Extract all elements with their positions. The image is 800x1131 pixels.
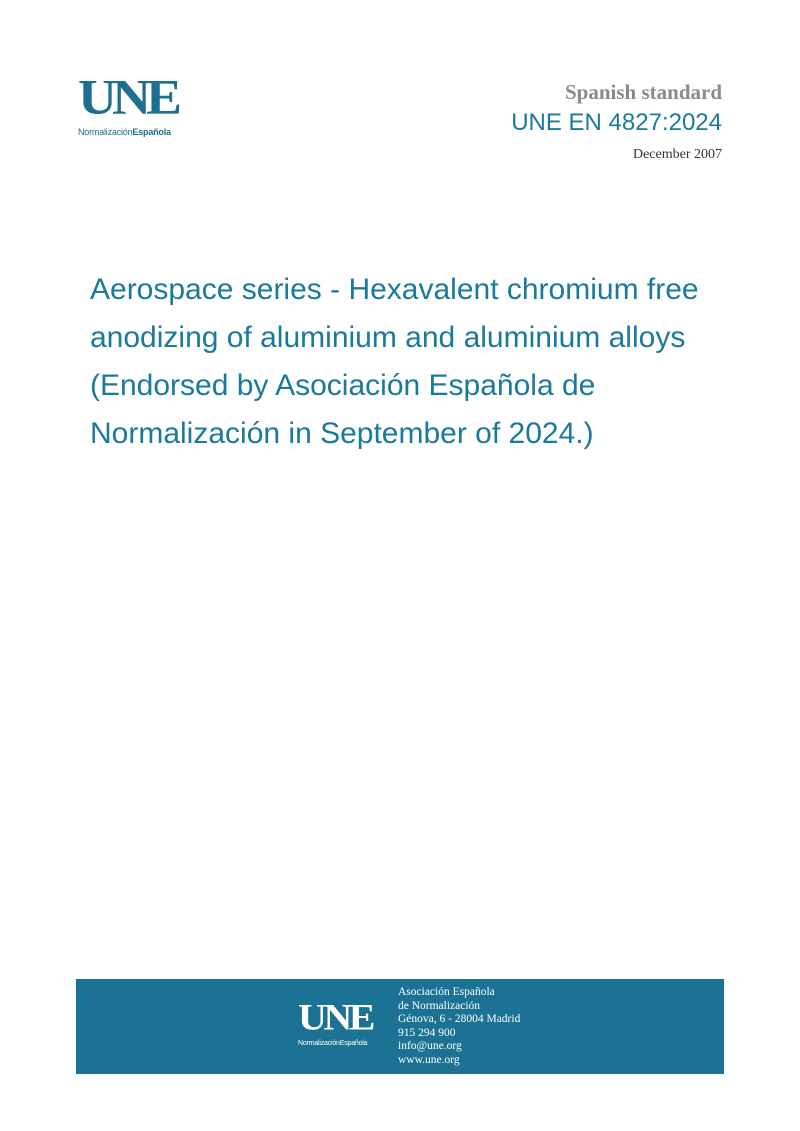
document-type: Spanish standard <box>565 80 722 104</box>
footer-contact-info <box>398 986 520 1068</box>
footer-org-name-line1: Asociación Española <box>398 986 495 998</box>
standard-code: UNE EN 4827:2024 <box>511 109 722 136</box>
footer-banner <box>76 979 724 1074</box>
footer-logo-subtitle-part2: Española <box>339 1040 368 1047</box>
logo-wordmark: UNE <box>78 69 178 125</box>
footer-logo-wordmark: UNE <box>298 996 372 1038</box>
footer-logo-subtitle <box>298 1039 388 1048</box>
document-header <box>511 78 722 164</box>
footer-logo-subtitle-part1: Normalización <box>298 1040 340 1047</box>
document-title: Aerospace series - Hexavalent chromium free anodizing of aluminium and aluminium alloys (Endorsed by Asociación Española de Normalización in September of 2024.) <box>90 273 699 450</box>
publication-date: December 2007 <box>632 147 722 162</box>
footer-une-logo <box>298 996 388 1048</box>
footer-org-name-line2: de Normalización <box>398 999 481 1012</box>
une-logo <box>78 69 198 138</box>
logo-subtitle-part1: Normalización <box>78 127 133 137</box>
logo-subtitle <box>78 127 198 138</box>
footer-phone: 915 294 900 <box>398 1026 456 1039</box>
footer-address: Génova, 6 - 28004 Madrid <box>398 1013 521 1026</box>
footer-email-link[interactable]: info@une.org <box>398 1040 462 1053</box>
footer-website-link[interactable]: www.une.org <box>398 1053 460 1066</box>
logo-subtitle-part2: Española <box>132 127 171 137</box>
